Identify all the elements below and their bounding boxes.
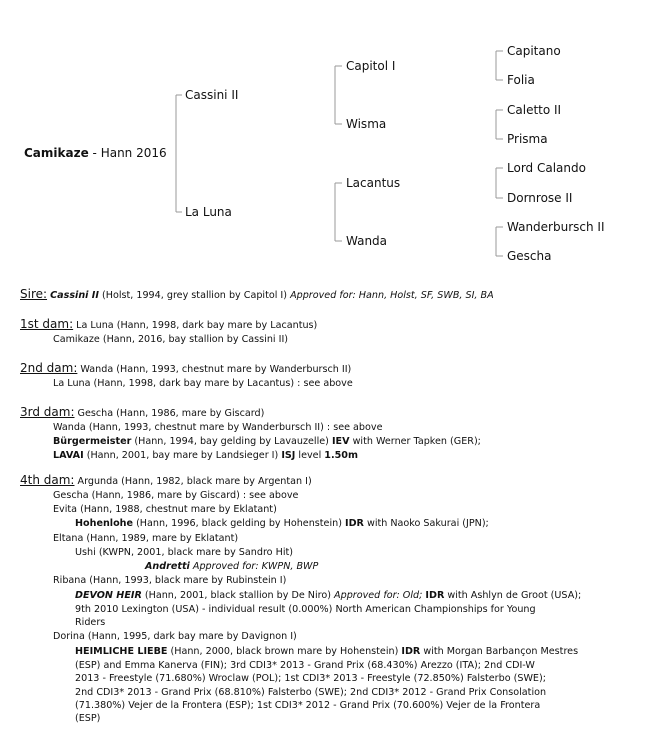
- heimliche-liebe-detail: (Hann, 2000, black brown mare by Hohenstein): [167, 646, 402, 657]
- lavai-discipline: ISJ: [281, 450, 296, 461]
- lavai-height: 1.50m: [324, 450, 358, 461]
- dam4-offspring-gescha: Gescha (Hann, 1986, mare by Giscard) : see above: [53, 490, 299, 501]
- buergermeister-rider: with Werner Tapken (GER);: [349, 436, 481, 447]
- dam3-offspring-lavai: [53, 449, 358, 462]
- devon-heir-approved: Approved for: Old;: [334, 590, 423, 601]
- devon-heir-rider: with Ashlyn de Groot (USA);: [444, 590, 582, 601]
- dam4-detail: Argunda (Hann, 1982, black mare by Argentan I): [74, 476, 312, 487]
- dam3-line: [20, 406, 264, 420]
- lavai-level-label: level: [295, 450, 325, 461]
- heimliche-liebe-results-5: (ESP): [75, 713, 101, 724]
- heimliche-liebe-discipline: IDR: [401, 646, 421, 657]
- pedigree-ds: Lacantus: [346, 176, 401, 190]
- hohenlohe-detail: (Hann, 1996, black gelding by Hohenstein): [133, 518, 345, 529]
- subject-breed-year: - Hann 2016: [88, 146, 167, 160]
- pedigree-connector-lines: [0, 0, 670, 280]
- dam3-detail: Gescha (Hann, 1986, mare by Giscard): [74, 408, 265, 419]
- hohenlohe-rider: with Naoko Sakurai (JPN);: [363, 518, 489, 529]
- dam1-detail: La Luna (Hann, 1998, dark bay mare by Lacantus): [73, 320, 318, 331]
- hohenlohe-name: Hohenlohe: [75, 518, 134, 529]
- dam4-line: [20, 474, 312, 488]
- dam4-label: 4th dam:: [20, 473, 75, 487]
- dam4-offspring-evita: Evita (Hann, 1988, chestnut mare by Eklatant): [53, 504, 277, 515]
- pedigree-dd: Wanda: [346, 234, 388, 248]
- devon-heir-name: DEVON HEIR: [75, 590, 142, 601]
- dam4-offspring-dorina: Dorina (Hann, 1995, dark bay mare by Davignon I): [53, 631, 297, 642]
- dam1-offspring: Camikaze (Hann, 2016, bay stallion by Cassini II): [53, 334, 289, 345]
- andretti-name: Andretti: [145, 561, 190, 572]
- dam3-offspring-wanda: Wanda (Hann, 1993, chestnut mare by Wanderbursch II) : see above: [53, 422, 383, 433]
- dam2-line: [20, 362, 351, 376]
- buergermeister-name: Bürgermeister: [53, 436, 132, 447]
- dam2-offspring: La Luna (Hann, 1998, dark bay mare by Lacantus) : see above: [53, 378, 353, 389]
- sire-label: Sire:: [20, 287, 48, 301]
- heimliche-liebe-results-1: (ESP) and Emma Kanerva (FIN); 3rd CDI3* 2013 - Grand Prix (68.430%) Arezzo (ITA); 2nd CDI-W: [75, 660, 535, 671]
- pedigree-dsd: Dornrose II: [507, 191, 573, 205]
- pedigree-ddd: Gescha: [507, 249, 552, 263]
- sire-name: Cassini II: [50, 290, 99, 301]
- pedigree-ss: Capitol I: [346, 59, 396, 73]
- ushi-offspring-andretti: [145, 560, 318, 573]
- dam1-label: 1st dam:: [20, 317, 74, 331]
- hohenlohe-discipline: IDR: [345, 518, 364, 529]
- pedigree-dds: Wanderbursch II: [507, 220, 605, 234]
- devon-heir-result-cont: Riders: [75, 617, 106, 628]
- sire-line: [20, 288, 494, 302]
- devon-heir-result: 9th 2010 Lexington (USA) - individual result (0.000%) North American Championships for Young: [75, 604, 536, 615]
- pedigree-sss: Capitano: [507, 44, 561, 58]
- sire-detail: (Holst, 1994, grey stallion by Capitol I): [98, 290, 291, 301]
- andretti-approved: Approved for: KWPN, BWP: [189, 561, 319, 572]
- dam1-line: [20, 318, 317, 332]
- dam3-label: 3rd dam:: [20, 405, 75, 419]
- dam2-detail: Wanda (Hann, 1993, chestnut mare by Wanderbursch II): [77, 364, 352, 375]
- ribana-offspring-devon-heir: [75, 589, 581, 602]
- pedigree-ssd: Folia: [507, 73, 535, 87]
- lavai-name: LAVAI: [53, 450, 84, 461]
- dam2-label: 2nd dam:: [20, 361, 78, 375]
- dam3-offspring-buergermeister: [53, 435, 481, 448]
- pedigree-sire: Cassini II: [185, 88, 239, 102]
- buergermeister-discipline: IEV: [331, 436, 350, 447]
- sire-approved: Approved for: Hann, Holst, SF, SWB, SI, BA: [290, 290, 494, 301]
- evita-offspring-hohenlohe: [75, 517, 489, 530]
- heimliche-liebe-rider: with Morgan Barbançon Mestres: [420, 646, 579, 657]
- devon-heir-detail: (Hann, 2001, black stallion by De Niro): [141, 590, 335, 601]
- pedigree-sdd: Prisma: [507, 132, 548, 146]
- eltana-offspring-ushi: Ushi (KWPN, 2001, black mare by Sandro Hit): [75, 547, 293, 558]
- subject-horse: [24, 146, 167, 160]
- heimliche-liebe-results-2: 2013 - Freestyle (71.680%) Wroclaw (POL); 1st CDI3* 2013 - Freestyle (72.850%) Falsterbo (SWE);: [75, 673, 546, 684]
- dam4-offspring-eltana: Eltana (Hann, 1989, mare by Eklatant): [53, 533, 239, 544]
- dam4-offspring-ribana: Ribana (Hann, 1993, black mare by Rubinstein I): [53, 575, 287, 586]
- heimliche-liebe-name: HEIMLICHE LIEBE: [75, 646, 168, 657]
- lavai-detail: (Hann, 2001, bay mare by Landsieger I): [83, 450, 282, 461]
- dorina-offspring-heimliche-liebe: [75, 645, 578, 658]
- subject-name: Camikaze: [24, 146, 89, 160]
- pedigree-dss: Lord Calando: [507, 161, 586, 175]
- devon-heir-discipline: IDR: [425, 590, 445, 601]
- heimliche-liebe-results-4: (71.380%) Vejer de la Frontera (ESP); 1st CDI3* 2012 - Grand Prix (70.600%) Vejer de la Frontera: [75, 700, 541, 711]
- pedigree-dam: La Luna: [185, 205, 232, 219]
- heimliche-liebe-results-3: 2nd CDI3* 2013 - Grand Prix (68.810%) Falsterbo (SWE); 2nd CDI3* 2012 - Grand Prix Consolation: [75, 687, 547, 698]
- pedigree-sds: Caletto II: [507, 103, 562, 117]
- buergermeister-detail: (Hann, 1994, bay gelding by Lavauzelle): [131, 436, 332, 447]
- pedigree-sd: Wisma: [346, 117, 387, 131]
